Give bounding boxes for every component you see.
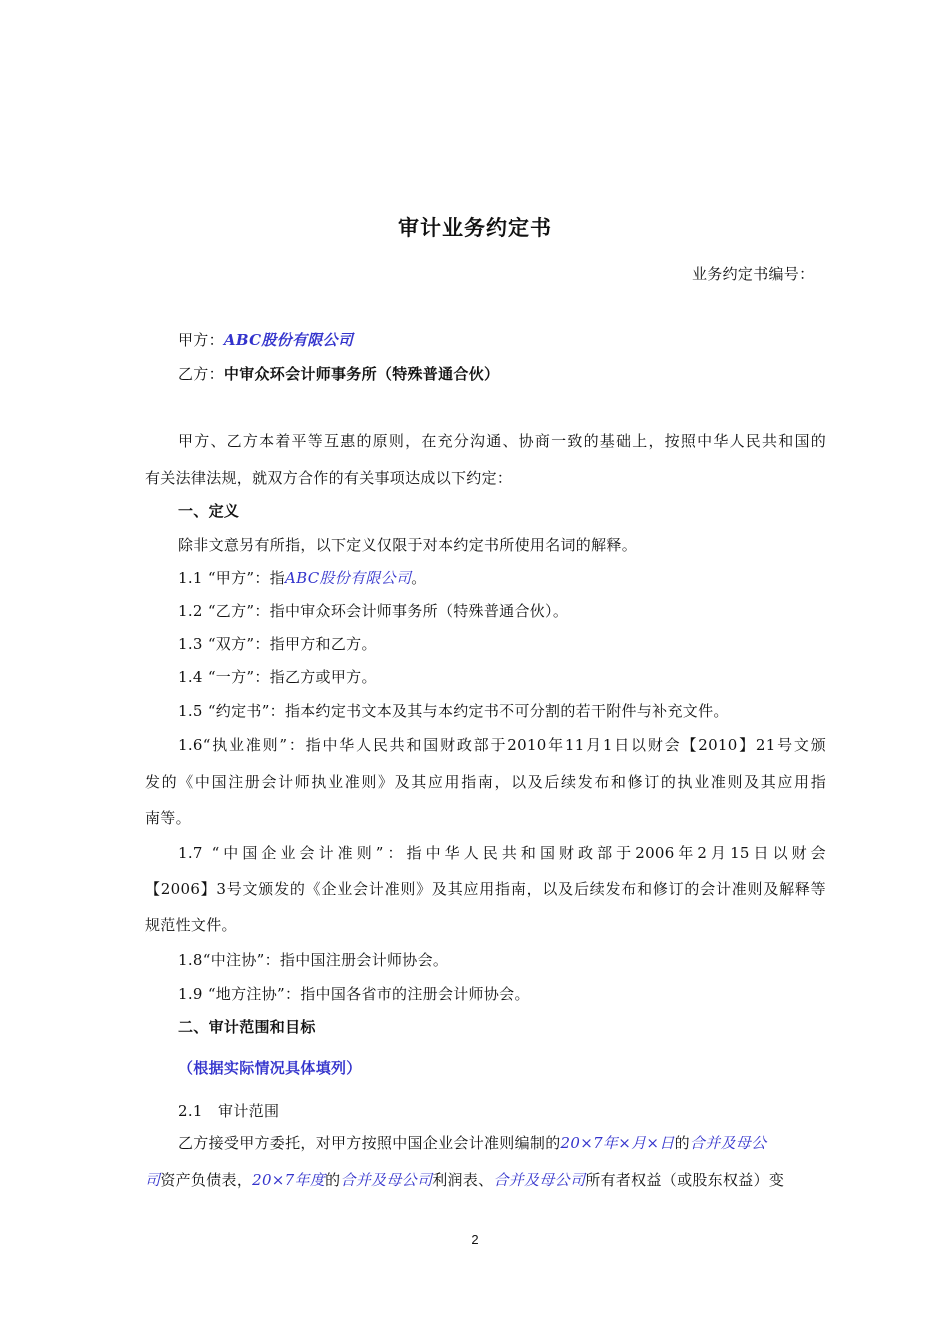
scope-text-d: 的	[325, 1171, 341, 1189]
section-1-heading: 一、定义	[178, 502, 240, 520]
definition-1-6-line-3: 南等。	[145, 809, 191, 827]
document-title: 审计业务约定书	[398, 216, 552, 240]
scope-entity-1-end: 司	[145, 1171, 161, 1189]
scope-year: 20×7年度	[252, 1171, 326, 1189]
section-1-preface: 除非文意另有所指，以下定义仅限于对本约定书所使用名词的解释。	[178, 536, 638, 554]
section-2-1-heading: 2.1 审计范围	[178, 1102, 280, 1120]
definition-1-7-line-2: 【2006】3号文颁发的《企业会计准则》及其应用指南，以及后续发布和修订的会计准则及解释等	[145, 880, 826, 898]
scope-date: 20×7年×月×日	[560, 1134, 675, 1152]
definition-1-7-line-3: 规范性文件。	[145, 916, 237, 934]
party-a-label: 甲方：	[178, 331, 224, 349]
intro-line-1: 甲方、乙方本着平等互惠的原则，在充分沟通、协商一致的基础上，按照中华人民共和国的	[178, 432, 826, 450]
section-2-1-line-1	[178, 1133, 766, 1153]
party-b-name: 中审众环会计师事务所（特殊普通合伙）	[223, 365, 500, 383]
scope-text-c: 资产负债表，	[160, 1171, 253, 1189]
scope-text-f: 所有者权益（或股东权益）变	[585, 1171, 785, 1189]
definition-1-1-prefix: 1.1 “甲方”：指	[178, 569, 285, 587]
definition-1-4: 1.4 “一方”：指乙方或甲方。	[178, 668, 377, 686]
party-b-label: 乙方：	[178, 365, 224, 383]
scope-entity-3: 合并及母公司	[493, 1171, 586, 1189]
section-2-note: （根据实际情况具体填列）	[178, 1059, 362, 1077]
party-a-line	[178, 330, 353, 350]
definition-1-6-line-2: 发的《中国注册会计师执业准则》及其应用指南，以及后续发布和修订的执业准则及其应用指	[145, 773, 826, 791]
page-number: 2	[471, 1232, 479, 1247]
definition-1-2: 1.2 “乙方”：指中审众环会计师事务所（特殊普通合伙）。	[178, 602, 569, 620]
definition-1-5: 1.5 “约定书”：指本约定书文本及其与本约定书不可分割的若干附件与补充文件。	[178, 702, 729, 720]
contract-number-label: 业务约定书编号：	[692, 265, 815, 283]
definition-1-1	[178, 568, 427, 588]
definition-1-3: 1.3 “双方”：指甲方和乙方。	[178, 635, 377, 653]
scope-text-b: 的	[674, 1134, 690, 1152]
definition-1-8: 1.8“中注协”：指中国注册会计师协会。	[178, 951, 449, 969]
scope-entity-1: 合并及母公	[689, 1134, 767, 1152]
scope-text-a: 乙方接受甲方委托，对甲方按照中国企业会计准则编制的	[178, 1134, 561, 1152]
section-2-1-line-2	[145, 1170, 784, 1190]
party-a-name: ABC股份有限公司	[223, 331, 354, 349]
definition-1-6-line-1: 1.6“执业准则”：指中华人民共和国财政部于2010年11月1日以财会【2010】21号文颁	[178, 736, 826, 754]
definition-1-1-company: ABC股份有限公司	[284, 569, 412, 587]
party-b-line	[178, 364, 499, 384]
scope-entity-2: 合并及母公司	[340, 1171, 433, 1189]
definition-1-7-line-1: 1.7 “中国企业会计准则”：指中华人民共和国财政部于2006年2月15日以财会	[178, 844, 826, 862]
intro-line-2: 有关法律法规，就双方合作的有关事项达成以下约定：	[145, 469, 513, 487]
definition-1-1-suffix: 。	[411, 569, 427, 587]
section-2-heading: 二、审计范围和目标	[178, 1018, 316, 1036]
scope-text-e: 利润表、	[432, 1171, 494, 1189]
definition-1-9: 1.9 “地方注协”：指中国各省市的注册会计师协会。	[178, 985, 530, 1003]
